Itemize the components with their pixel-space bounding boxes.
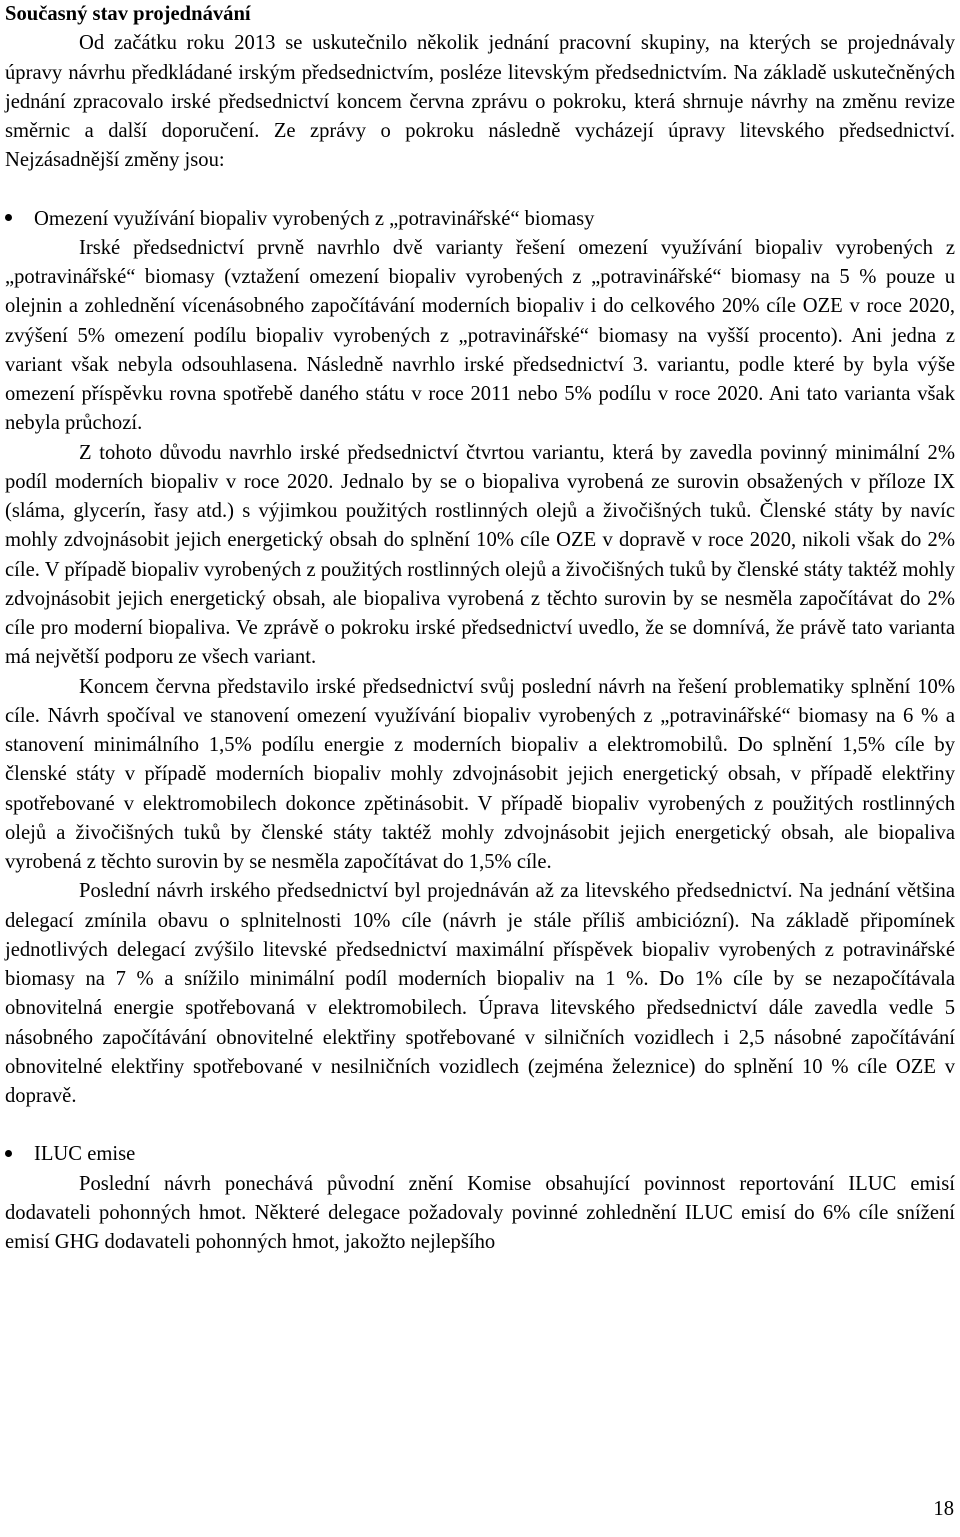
paragraph: Irské předsednictví prvně navrhlo dvě varianty řešení omezení využívání biopaliv vyrobených z „potravinářské“ biomasy (vztažení omezení biopaliv vyrobených z „potravinářské“ biomasy na 5 % pouze u olejnin a zohlednění vícenásobného započítávání moderních biopaliv i do celkového 20% cíle OZE v roce 2020, zvýšení 5% omezení podílu biopaliv vyrobených z „potravinářské“ biomasy na vyšší procento). Ani jedna z variant však nebyla odsouhlasena. Následně navrhlo irské předsednictví 3. variantu, podle které by byla výše omezení příspěvku rovna spotřebě daného státu v roce 2011 nebo 5% podílu v roce 2020. Ani tato varianta však nebyla průchozí. [5, 236, 955, 435]
bullet-title: ILUC emise [34, 1143, 136, 1166]
bullet-item-biofuel-limit [5, 205, 955, 234]
bullet-icon [5, 1140, 34, 1169]
paragraph: Poslední návrh irského předsednictví byl projednáván až za litevského předsednictví. Na jednání většina delegací zmínila obavu o splnitelnosti 10% cíle (návrh je stále příliš ambiciózní). Na základě připomínek jednotlivých delegací zvýšilo litevské předsednictví maximální příspěvek biopaliv vyrobených z potravinářské biomasy na 7 % a snížilo minimální podíl moderních biopaliv na 1 %. Do 1% cíle by se nezapočítávala obnovitelná energie spotřebovaná v elektromobilech. Úprava litevského předsednictví dále zavedla vedle 5 násobného započítávání obnovitelné elektřiny spotřebované v silničních vozidlech i 2,5 násobné započítávání obnovitelné elektřiny spotřebované v nesilničních vozidlech (zejména železnice) do splnění 10 % cíle OZE v dopravě. [5, 880, 955, 1107]
intro-paragraph: Od začátku roku 2013 se uskutečnilo několik jednání pracovní skupiny, na kterých se projednávaly úpravy návrhu předkládané irským předsednictvím, posléze litevským předsednictvím. Na základě uskutečněných jednání zpracovalo irské předsednictví koncem června zprávu o pokroku, která shrnuje návrhy na změnu revize směrnic a další doporučení. Ze zprávy o pokroku následně vycházejí úpravy litevského předsednictví. Nejzásadnější změny jsou: [5, 32, 955, 172]
spacer [5, 176, 955, 205]
section-heading: Současný stav projednávání [5, 3, 251, 25]
page-number: 18 [933, 1498, 954, 1520]
document-page [5, 0, 955, 1257]
spacer [5, 1111, 955, 1140]
paragraph: Koncem června představilo irské předsednictví svůj poslední návrh na řešení problematiky splnění 10% cíle. Návrh spočíval ve stanovení omezení využívání biopaliv vyrobených z „potravinářské“ biomasy na 6 % a stanovení minimálního 1,5% podílu energie z moderních biopaliv a elektromobilů. Do splnění 1,5% cíle by členské státy v případě moderních biopaliv mohly zdvojnásobit jejich energetický obsah, v případě elektřiny spotřebované v elektromobilech dokonce zpětinásobit. V případě biopaliv vyrobených z použitých rostlinných olejů a živočišných tuků by členské státy taktéž mohly zdvojnásobit jejich energetický obsah, ale biopaliva vyrobená z těchto surovin by se nesměla započítávat do 1,5% cíle. [5, 675, 955, 873]
bullet-icon [5, 205, 34, 234]
bullet-title: Omezení využívání biopaliv vyrobených z „potravinářské“ biomasy [34, 207, 595, 230]
paragraph: Z tohoto důvodu navrhlo irské předsednictví čtvrtou variantu, která by zavedla povinný minimální 2% podíl moderních biopaliv v roce 2020. Jednalo by se o biopaliva vyrobená ze surovin obsažených v příloze IX (sláma, glycerín, řasy atd.) s výjimkou použitých rostlinných olejů a živočišných tuků. Členské státy by navíc mohly zdvojnásobit jejich energetický obsah do splnění 10% cíle OZE v dopravě v roce 2020, nikoli však do 2% cíle. V případě biopaliv vyrobených z použitých rostlinných olejů a živočišných tuků by členské státy taktéž mohly zdvojnásobit jejich energetický obsah, ale biopaliva vyrobená z těchto surovin by se nesměla započítávat do 2% cíle pro moderní biopaliva. Ve zprávě o pokroku irské předsednictví uvedlo, že se domnívá, že právě tato varianta má největší podporu ze všech variant. [5, 441, 955, 669]
paragraph: Poslední návrh ponechává původní znění Komise obsahující povinnost reportování ILUC emisí dodavateli pohonných hmot. Některé delegace požadovaly povinné zohlednění ILUC emisí do 6% cíle snížení emisí GHG dodavateli pohonných hmot, jakožto nejlepšího [5, 1172, 955, 1253]
bullet-item-iluc [5, 1140, 955, 1169]
